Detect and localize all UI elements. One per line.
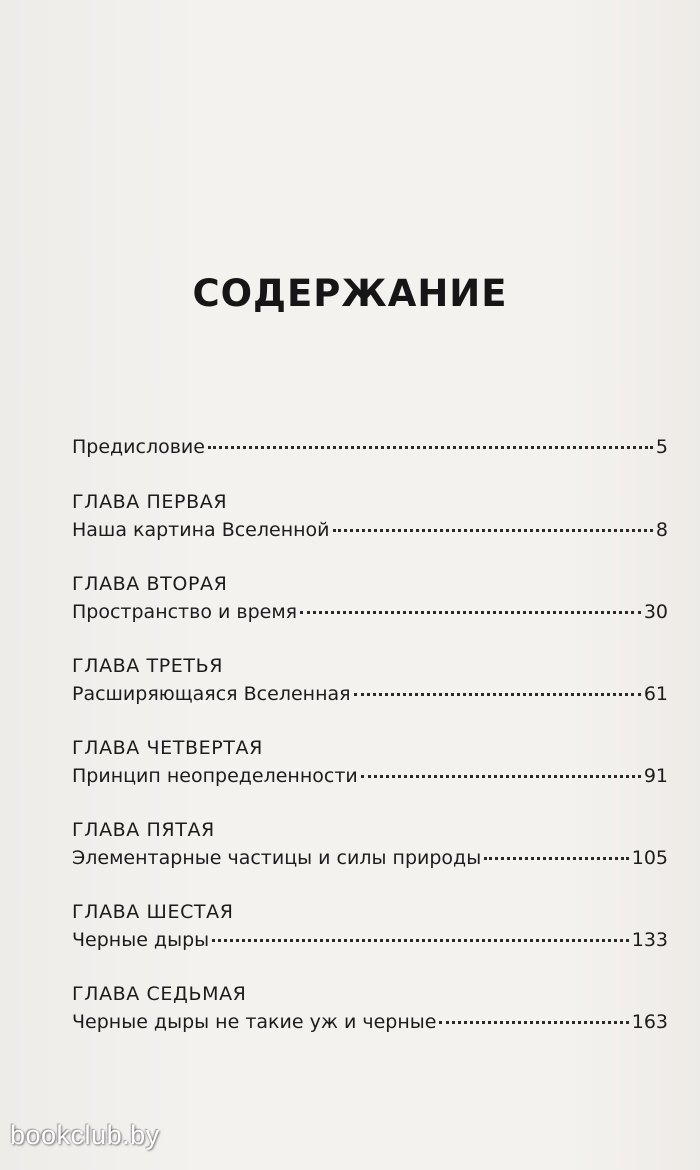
chapter-heading: ГЛАВА ПЕРВАЯ [72, 491, 228, 513]
dot-leader [212, 939, 629, 942]
chapter-heading: ГЛАВА ШЕСТАЯ [72, 901, 234, 923]
toc-entry [72, 925, 668, 955]
toc-entry-title: Принцип неопределенности [72, 765, 358, 787]
toc-entry-title: Пространство и время [72, 601, 298, 623]
toc-chapter-5 [72, 817, 668, 873]
toc-entry-title: Черные дыры не такие уж и черные [72, 1011, 437, 1033]
toc-entry-preface [72, 432, 668, 462]
site-watermark: bookclub.by [10, 1120, 160, 1150]
toc-entry-title: Расширяющаяся Вселенная [72, 683, 351, 705]
toc-entry-page: 91 [643, 765, 668, 787]
dot-leader [484, 857, 629, 860]
toc-entry [72, 515, 668, 545]
toc-entry [72, 597, 668, 627]
dot-leader [354, 693, 641, 696]
toc-entry-page: 133 [631, 929, 668, 951]
toc-entry-page: 105 [631, 847, 668, 869]
dot-leader [439, 1021, 628, 1024]
chapter-heading: ГЛАВА ВТОРАЯ [72, 573, 228, 595]
toc-chapter-2 [72, 571, 668, 627]
dot-leader [361, 775, 641, 778]
toc-entry-title: Наша картина Вселенной [72, 519, 330, 541]
toc-chapter-6 [72, 899, 668, 955]
toc-chapter-3 [72, 653, 668, 709]
toc-entry [72, 679, 668, 709]
toc-entry-page: 30 [643, 601, 668, 623]
toc-entry-title: Предисловие [72, 436, 205, 458]
toc-entry-page: 5 [655, 436, 668, 458]
dot-leader [333, 529, 653, 532]
chapter-heading: ГЛАВА ТРЕТЬЯ [72, 655, 224, 677]
table-of-contents [72, 432, 668, 1063]
toc-entry-page: 163 [631, 1011, 668, 1033]
toc-entry-page: 8 [655, 519, 668, 541]
toc-entry-title: Элементарные частицы и силы природы [72, 847, 482, 869]
toc-chapter-7 [72, 981, 668, 1037]
toc-entry [72, 761, 668, 791]
toc-entry-title: Черные дыры [72, 929, 210, 951]
chapter-heading: ГЛАВА СЕДЬМАЯ [72, 983, 247, 1005]
toc-chapter-4 [72, 735, 668, 791]
dot-leader [208, 446, 653, 449]
chapter-heading: ГЛАВА ЧЕТВЕРТАЯ [72, 737, 263, 759]
chapter-heading: ГЛАВА ПЯТАЯ [72, 819, 215, 841]
toc-entry-page: 61 [643, 683, 668, 705]
toc-entry [72, 1007, 668, 1037]
page-title: СОДЕРЖАНИЕ [192, 272, 508, 315]
dot-leader [300, 611, 641, 614]
toc-entry [72, 843, 668, 873]
toc-chapter-1 [72, 489, 668, 545]
